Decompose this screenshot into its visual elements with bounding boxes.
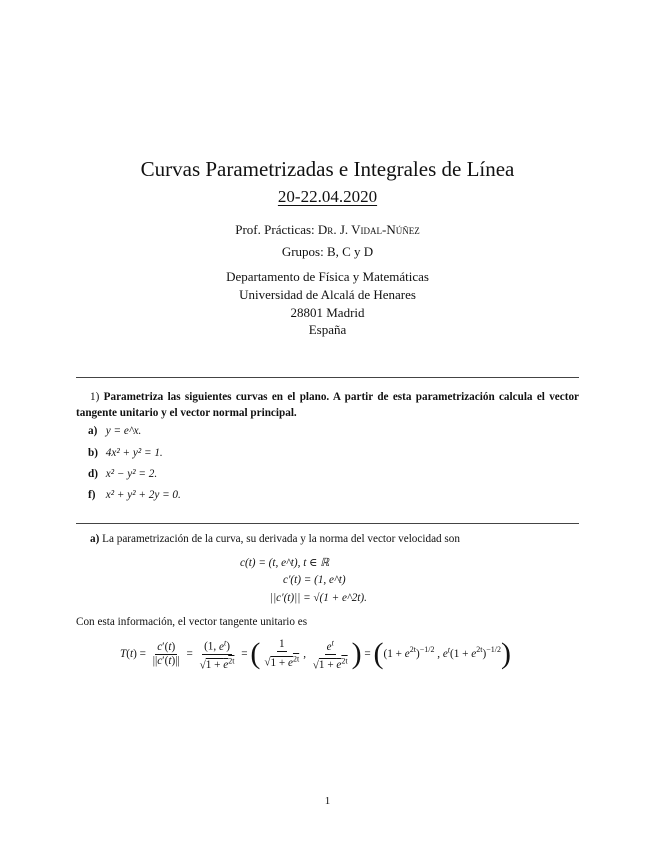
professor-label: Prof. Prácticas: [235,222,315,237]
tangent-formula: T(t) = $\frac{c'(t)}{||c'(t)||}$ = $\frac{(1, e^t)}{√1 + e^{2t}}$ = ( $\frac{1}{√1 + e^{2t}}$ , $\frac{e^t}{√1 + e^{2t}}$ ) = ($(1 + e^{2t})^{-1/2}$ , $e^t(1 + e^{2t})^{-1/2}$) [120,637,511,672]
item-label: f) [88,489,96,501]
document-title: Curvas Parametrizadas e Integrales de Línea [140,157,515,181]
problem-item-b [88,447,163,459]
top-divider [76,377,579,378]
problem-text: Parametriza las siguientes curvas en el plano. A partir de esta parametrización calcula el vector tangente unitario y el vector normal principal. [76,391,580,419]
item-expression: x² + y² + 2y = 0. [105,489,181,501]
groups-line: Grupos: B, C y D [281,244,374,259]
equation-param: c(t) = (t, e^t), t ∈ ℝ [240,557,330,569]
problem-statement [76,389,579,421]
document-date [0,187,655,207]
department-line: Departamento de Física y Matemáticas [226,269,429,284]
page-number: 1 [324,795,331,807]
solution-intro [90,533,460,545]
item-expression: x² − y² = 2. [105,468,158,480]
professor-line [0,222,655,238]
item-label: b) [88,447,98,459]
date-text: 20-22.04.2020 [277,187,378,206]
solution-intro-text: La parametrización de la curva, su derivada y la norma del vector velocidad son [102,533,460,545]
problem-item-a [88,425,141,437]
problem-item-f [88,489,181,501]
item-label: d) [88,468,98,480]
country-line: España [308,322,347,337]
problem-number: 1) [90,391,100,403]
item-label: a) [88,425,98,437]
middle-divider [76,523,579,524]
equation-derivative: c′(t) = (1, e^t) [283,574,346,586]
item-expression: y = e^x. [105,425,142,437]
problem-item-d [88,468,157,480]
item-expression: 4x² + y² = 1. [105,447,163,459]
university-line: Universidad de Alcalá de Henares [239,287,416,302]
professor-name: Dr. J. Vidal-Núñez [317,222,420,237]
tangent-intro: Con esta información, el vector tangente unitario es [76,616,308,628]
solution-label: a) [90,533,100,545]
equation-norm: ||c′(t)|| = √(1 + e^2t). [270,592,367,604]
postal-line: 28801 Madrid [290,305,365,320]
